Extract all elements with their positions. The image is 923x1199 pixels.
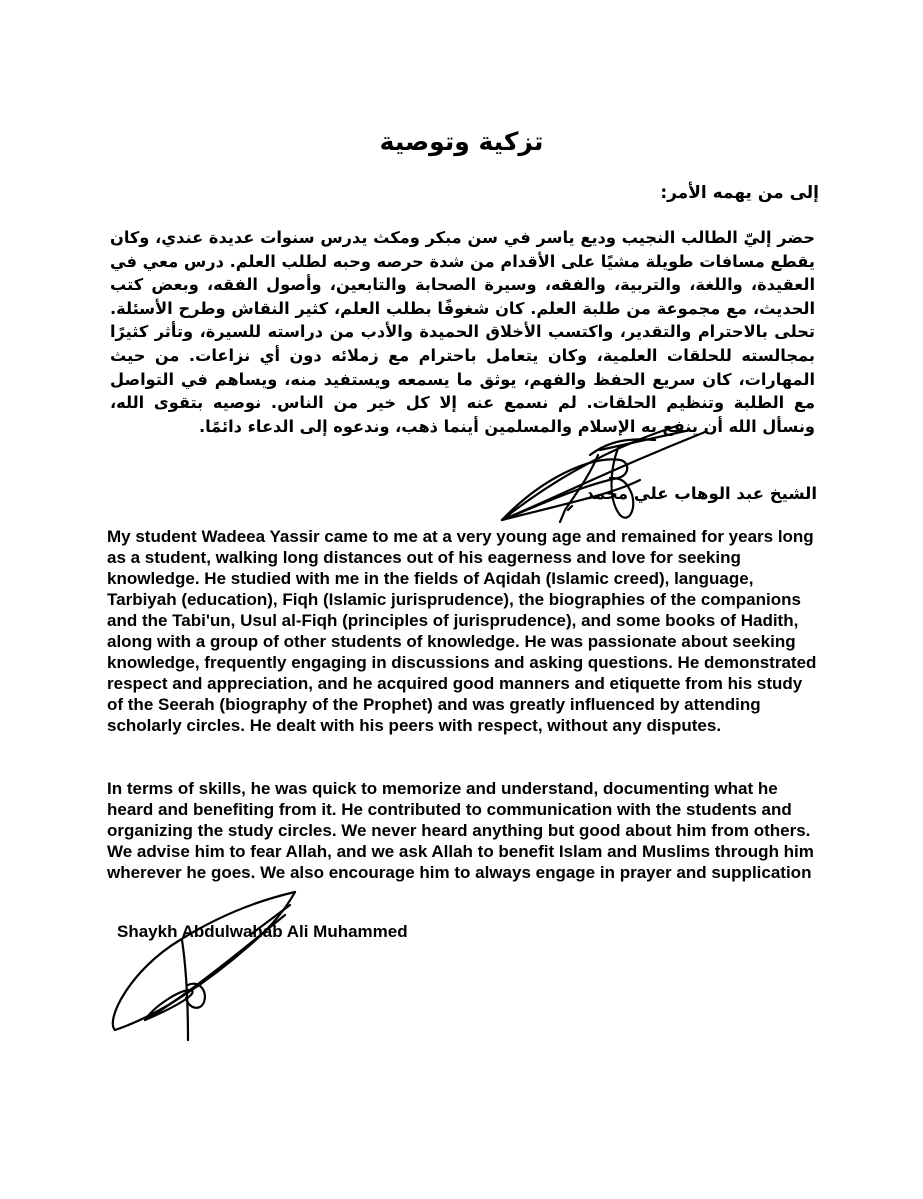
arabic-signatory-name: الشيخ عبد الوهاب علي محمد	[585, 484, 817, 503]
arabic-body-paragraph: حضر إليّ الطالب النجيب وديع ياسر في سن مبكر ومكث يدرس سنوات عديدة عندي، وكان يقطع مسافات طويلة مشيًا على الأقدام من شدة حرصه وحبه لطلب العلم. درس معي في العقيدة، واللغة، والتربية، والفقه، وسيرة الصحابة والتابعين، وأصول الفقه، وبعض كتب الحديث، مع مجموعة من طلبة العلم. كان شغوفًا بطلب العلم، كثير النقاش وطرح الأسئلة. تحلى بالاحترام والتقدير، واكتسب الأخلاق الحميدة والأدب من دراسته للسيرة، وتأثر كثيرًا بمجالسته للحلقات العلمية، وكان يتعامل باحترام مع زملائه دون أي نزاعات. من حيث المهارات، كان سريع الحفظ والفهم، يوثق ما يسمعه ويستفيد منه، ويساهم في التواصل مع الطلبة وتنظيم الحلقات. لم نسمع عنه إلا كل خير من الناس. نوصيه بتقوى الله، ونسأل الله أن ينفع به الإسلام والمسلمين أينما ذهب، وندعوه إلى الدعاء دائمًا.	[110, 228, 815, 436]
english-paragraph-2: In terms of skills, he was quick to memorize and understand, documenting what he heard and benefiting from it. He contributed to communication with the students and organizing the study circles. We never heard anything but good about him from others. We advise him to fear Allah, and we ask Allah to benefit Islam and Muslims through him wherever he goes. We also encourage him to always engage in prayer and supplication	[107, 779, 814, 882]
english-signatory-name: Shaykh Abdulwahab Ali Muhammed	[117, 922, 408, 941]
arabic-title: تزكية وتوصية	[379, 127, 544, 156]
handwritten-signature-lower	[100, 880, 330, 1050]
arabic-salutation: إلى من يهمه الأمر:	[660, 183, 819, 203]
english-paragraph-1: My student Wadeea Yassir came to me at a very young age and remained for years long as a student, walking long distances out of his eagerness and love for seeking knowledge. He studied with me in the fields of Aqidah (Islamic creed), language, Tarbiyah (education), Fiqh (Islamic jurisprudence), the biographies of the companions and the Tabi'un, Usul al-Fiqh (principles of jurisprudence), and some books of Hadith, along with a group of other students of knowledge. He was passionate about seeking knowledge, frequently engaging in discussions and asking questions. He demonstrated respect and appreciation, and he acquired good manners and etiquette from his study of the Seerah (biography of the Prophet) and was greatly influenced by attending scholarly circles. He dealt with his peers with respect, without any disputes.	[107, 527, 817, 735]
